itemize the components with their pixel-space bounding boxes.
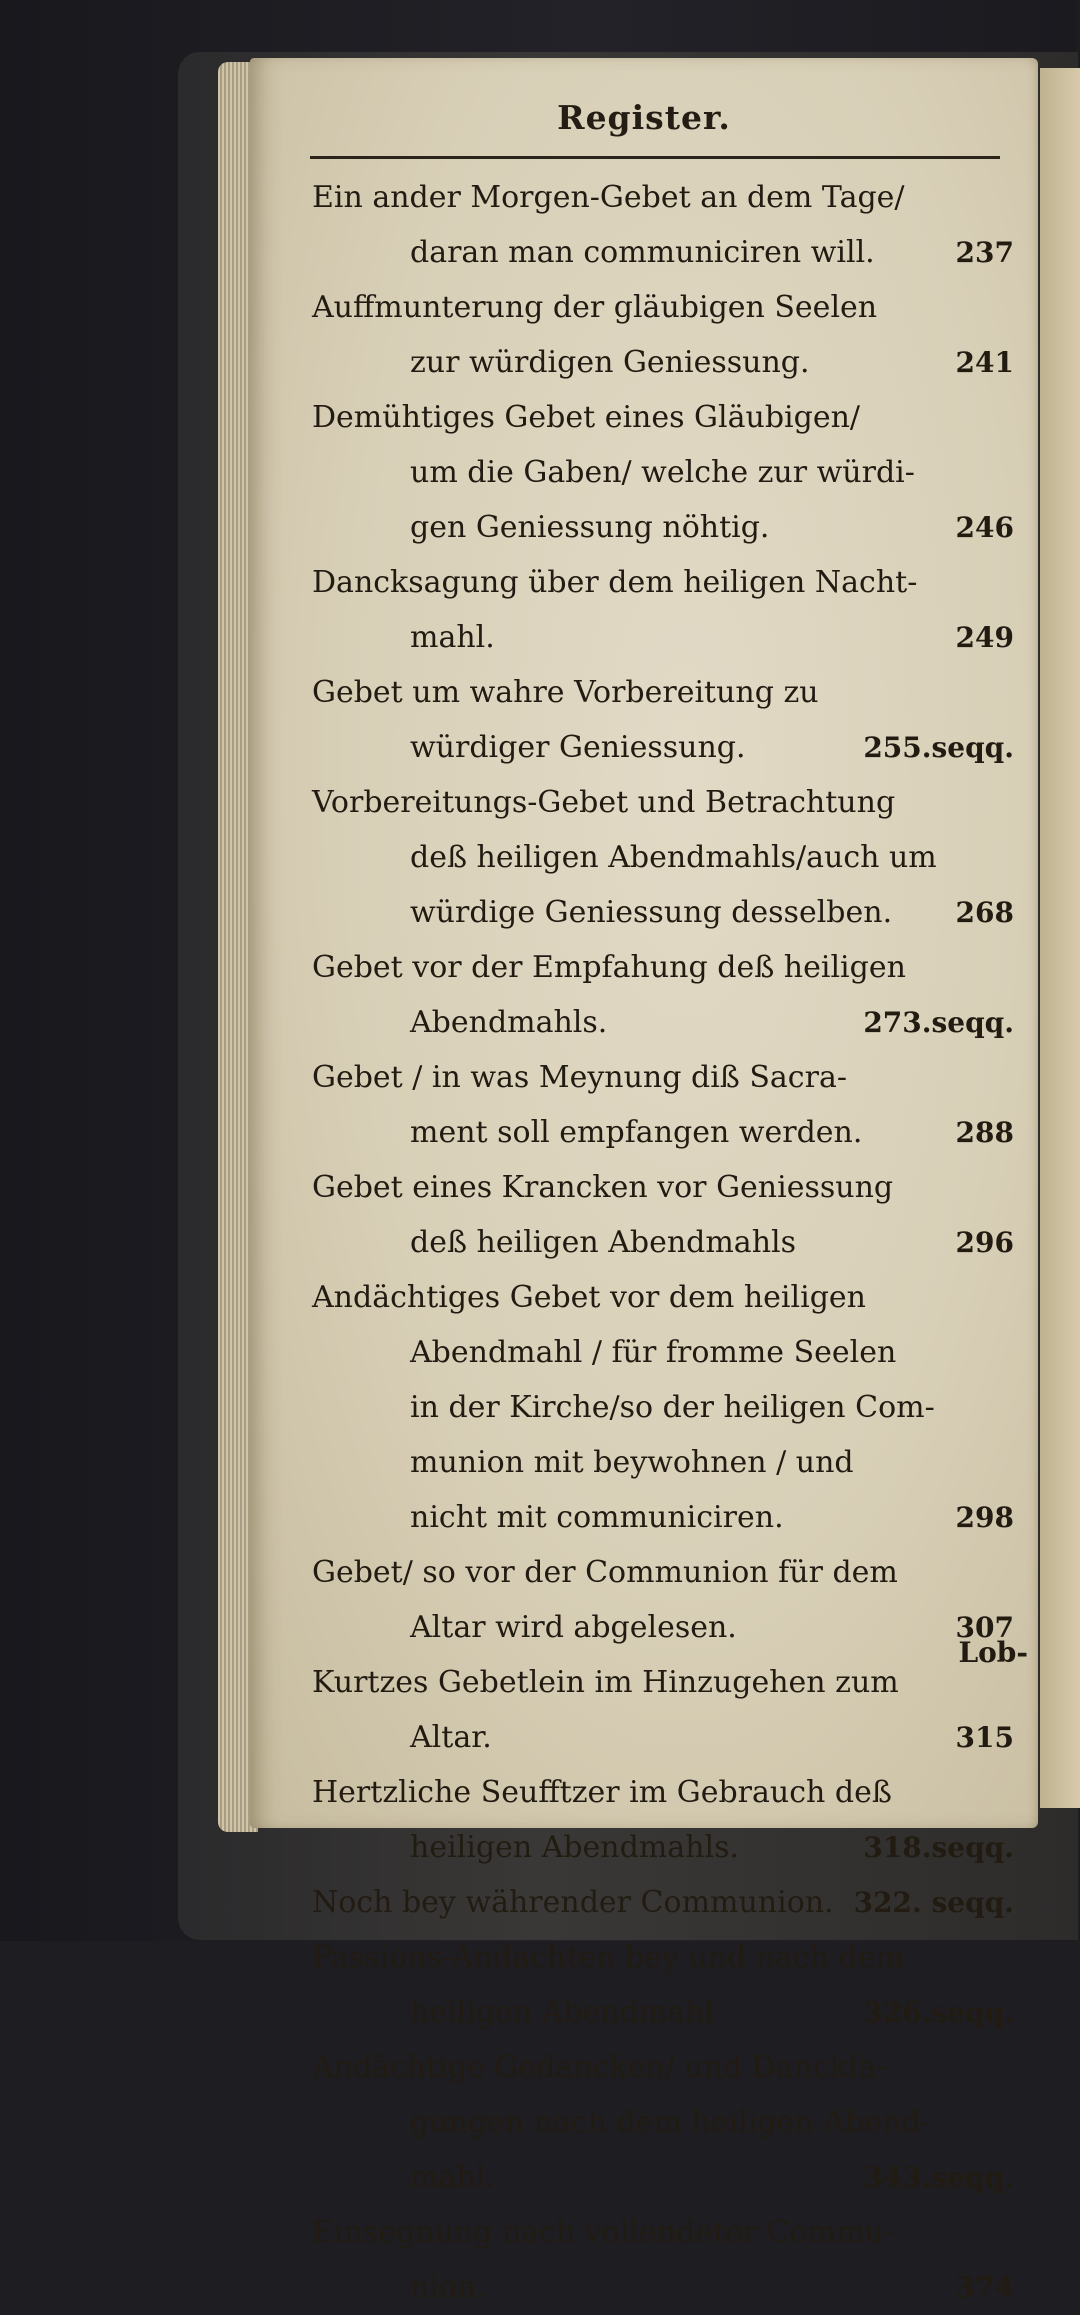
entry-page-number: 298 (955, 1501, 1014, 1534)
entry-page-number: 246 (955, 511, 1014, 544)
entry-title-line: Demühtiges Gebet eines Gläubigen/ (312, 400, 861, 435)
entry-continuation-line: in der Kirche/so der heiligen Com- (410, 1390, 935, 1425)
entry-title-line: Gebet vor der Empfahung deß heiligen (312, 950, 906, 985)
register-entry (312, 2040, 1014, 2205)
register-entry (312, 940, 1014, 1050)
entry-page-number: 296 (955, 1226, 1014, 1259)
entry-title-line: Ein ander Morgen-Gebet an dem Tage/ (312, 180, 905, 215)
register-entry (312, 280, 1014, 390)
entry-title-line: Gebet/ so vor der Communion für dem (312, 1555, 898, 1590)
entry-continuation-line: deß heiligen Abendmahls (410, 1225, 797, 1260)
register-entry (312, 665, 1014, 775)
entry-continuation-line: munion mit beywohnen / und (410, 1445, 854, 1480)
entry-continuation-line: würdige Geniessung desselben. (410, 895, 893, 930)
entry-page-number: 307 (955, 1611, 1014, 1644)
entry-title-line: Dancksagung über dem heiligen Nacht- (312, 565, 918, 600)
register-entry (312, 1270, 1014, 1545)
entry-continuation-line: würdiger Geniessung. (410, 730, 746, 765)
register-entry (312, 2205, 1014, 2315)
entry-continuation-line: mahl. (410, 620, 495, 655)
entry-page-number: 322. seqq. (853, 1886, 1014, 1919)
entry-page-number: 268 (955, 896, 1014, 929)
catchword: Lob- (958, 1636, 1028, 1669)
entry-title-line: Kurtzes Gebetlein im Hinzugehen zum (312, 1665, 899, 1700)
page-header: Register. (557, 98, 731, 137)
register-entry (312, 1160, 1014, 1270)
entry-page-number: 343.seqq. (863, 2161, 1014, 2194)
entry-continuation-line: daran man communiciren will. (410, 235, 875, 270)
entry-page-number: 326.seqq. (863, 1996, 1014, 2029)
entry-title-line: Passions-Andachten bey und nach dem (312, 1940, 904, 1975)
entry-continuation-line: mahl. (410, 2160, 495, 2195)
entry-continuation-line: gen Geniessung nöhtig. (410, 510, 770, 545)
entry-continuation-line: heiligen Abendmahls. (410, 1830, 740, 1865)
entry-continuation-line: nicht mit communiciren. (410, 1500, 784, 1535)
entry-title-line: Andächtige Gedancken/ und Danckfa- (312, 2050, 887, 2085)
entry-page-number: 255.seqq. (863, 731, 1014, 764)
entry-title-line: Auffmunterung der gläubigen Seelen (312, 290, 878, 325)
entry-continuation-line: um die Gaben/ welche zur würdi- (410, 455, 915, 490)
register-entry (312, 1050, 1014, 1160)
register-entry (312, 1655, 1014, 1765)
entry-continuation-line: ment soll empfangen werden. (410, 1115, 863, 1150)
entry-continuation-line: Altar. (410, 1720, 492, 1755)
entry-continuation-line: Abendmahls. (410, 1005, 608, 1040)
entry-page-number: 237 (955, 236, 1014, 269)
register-entry (312, 1545, 1014, 1655)
facing-page-edge (1040, 68, 1080, 1808)
entry-title-line: Gebet / in was Meynung diß Sacra- (312, 1060, 847, 1095)
register-entry (312, 390, 1014, 555)
entry-page-number: 374 (955, 2271, 1014, 2304)
entry-continuation-line: nion. (410, 2270, 486, 2305)
register-entry (312, 555, 1014, 665)
entry-title-line: Hertzliche Seufftzer im Gebrauch deß (312, 1775, 892, 1810)
entry-continuation-line: Altar wird abgelesen. (410, 1610, 737, 1645)
entry-continuation-line: Abendmahl / für fromme Seelen (410, 1335, 897, 1370)
register-entry (312, 775, 1014, 940)
register-list (312, 170, 1014, 2315)
entry-title-line: Vorbereitungs-Gebet und Betrachtung (312, 785, 896, 820)
header-rule (310, 156, 1000, 159)
entry-title-line: Andächtiges Gebet vor dem heiligen (312, 1280, 866, 1315)
entry-continuation-line: zur würdigen Geniessung. (410, 345, 810, 380)
entry-title-line: Gebet um wahre Vorbereitung zu (312, 675, 819, 710)
entry-page-number: 288 (955, 1116, 1014, 1149)
entry-title-line: Gebet eines Krancken vor Geniessung (312, 1170, 894, 1205)
register-entry (312, 1765, 1014, 1875)
register-entry (312, 1875, 1014, 1930)
register-entry (312, 170, 1014, 280)
entry-page-number: 315 (955, 1721, 1014, 1754)
entry-title-line: Noch bey währender Communion. (312, 1885, 834, 1920)
entry-page-number: 273.seqq. (863, 1006, 1014, 1039)
entry-continuation-line: heiligen Abendmahl (410, 1995, 715, 2030)
entry-title-line: Einsegnung nach vollendeter Commu- (312, 2215, 895, 2250)
book-page (250, 58, 1038, 2305)
entry-continuation-line: deß heiligen Abendmahls/auch um (410, 840, 937, 875)
entry-page-number: 318.seqq. (863, 1831, 1014, 1864)
entry-continuation-line: gungen nach dem heiligen Abend- (410, 2105, 931, 2140)
entry-page-number: 249 (955, 621, 1014, 654)
register-entry (312, 1930, 1014, 2040)
entry-page-number: 241 (955, 346, 1014, 379)
